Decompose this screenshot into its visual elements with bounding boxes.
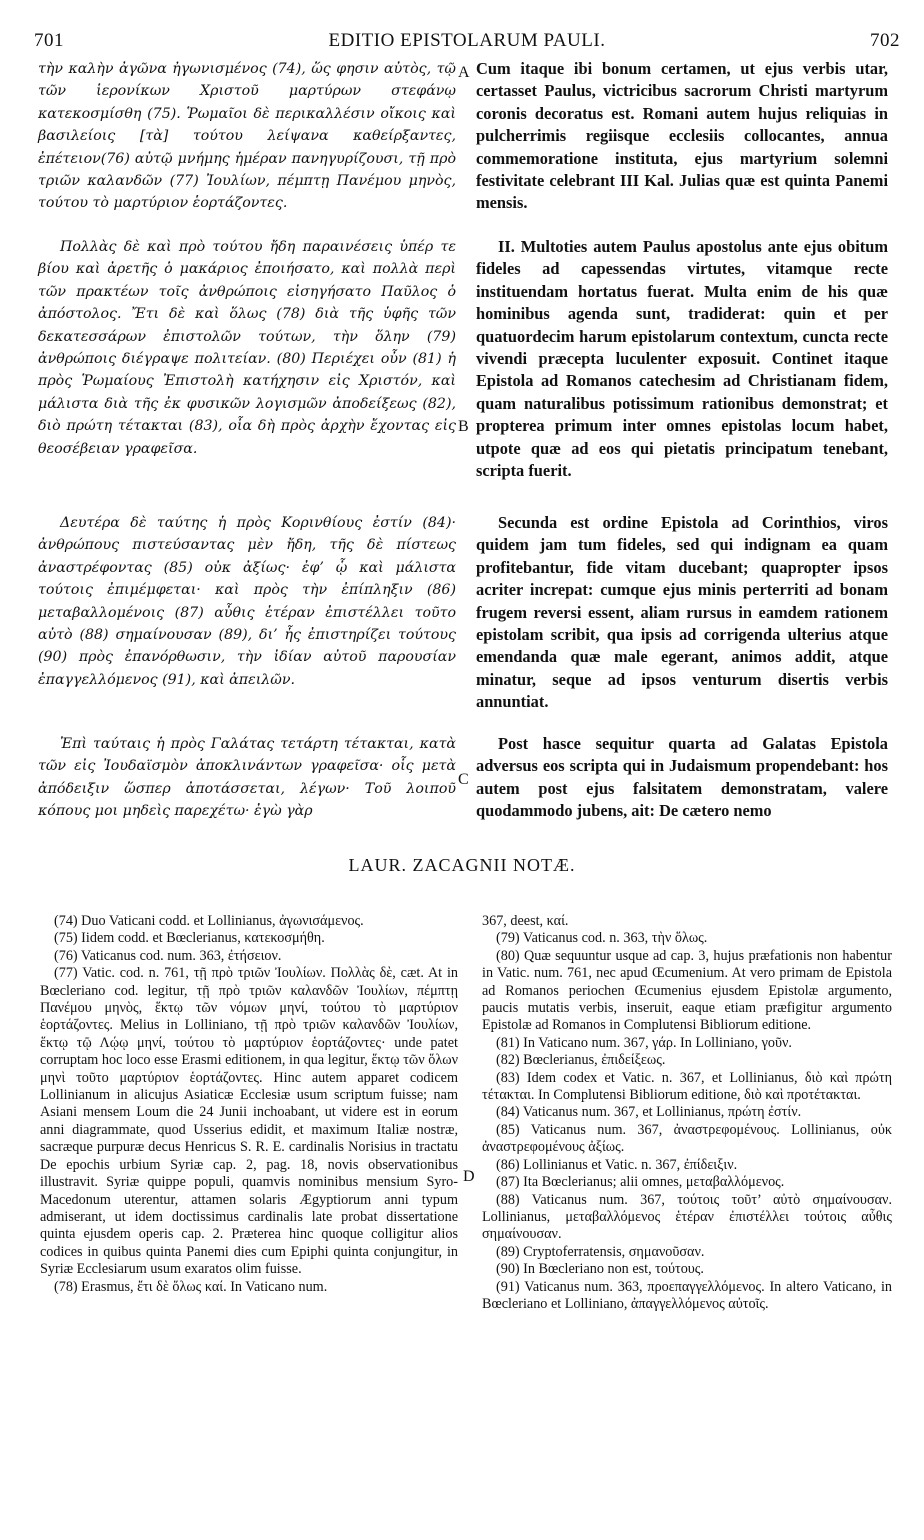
running-title: EDITIO EPISTOLARUM PAULI. — [328, 30, 606, 51]
footnote: (90) In Bœcleriano non est, τούτους. — [496, 1261, 704, 1278]
footnote: (88) Vaticanus num. 367, τούτοις τοῦτ’ αὐτὸ σημαίνουσαν. Lollinianus, μεταβαλλόμενος ἑτέραν ἐπιστέλλει τούτοις αὖθις σημαίνουσαν. — [482, 1191, 892, 1243]
page-number-left: 701 — [34, 30, 64, 51]
margin-letter-c: C — [458, 771, 469, 788]
footnote: (81) In Vaticano num. 367, γάρ. In Lolliniano, γοῦν. — [496, 1034, 792, 1051]
latin-paragraph: II. Multoties autem Paulus apostolus ante ejus obitum fideles ad capessendas virtutes, vitamque recte instituendam hortatus fuerat. Multa enim de his quæ hominibus agenda sunt, tradiderat: quin et per quatuordecim harum epistolarum contextum, cuncta recte vivendi præcepta luculenter exposuit. Continet itaque Epistola ad Romanos catechesim ad Christianam fidem, quam naturalibus potissimum rationibus demonstrat; et propterea primum inter omnes epistolas locum habet, utpote quæ ad eos qui pietatis principatum tenebant, scripta fuerit. — [476, 237, 888, 481]
footnote: (84) Vaticanus num. 367, et Lollinianus, πρώτη ἐστίν. — [496, 1104, 802, 1121]
footnote: (82) Bœclerianus, ἐπιδείξεως. — [496, 1052, 666, 1069]
margin-letter-d: D — [463, 1168, 475, 1185]
notes-left-column — [40, 913, 458, 1296]
greek-paragraph: Πολλὰς δὲ καὶ πρὸ τούτου ἤδη παραινέσεις ὑπέρ τε βίου καὶ ἀρετῆς ὁ μακάριος ἐποιήσατο, καὶ πολλὰ περὶ τῶν πρακτέων τοῖς ἀνθρώποις εἰσηγήσατο Παῦλος ὁ ἀπόστολος. Ἔτι δὲ καὶ ὅλως (78) διὰ τῆς ὑφῆς τῶν δεκατεσσάρων ἐπιστολῶν τούτων, τὴν ὅλην (79) ἀνθρώποις διέγραψε πολιτείαν. (80) Περιέχει οὖν (81) ἡ πρὸς Ῥωμαίους Ἐπιστολὴ κατήχησιν εἰς Χριστόν, καὶ μάλιστα διὰ τῆς ἐκ φυσικῶν λογισμῶν ἀποδείξεως (82), διὸ πρώτη τέτακται (83), οἷα δὴ πρὸς ἀρχὴν ἔχοντας εἰς θεοσέβειαν γραφεῖσα. — [38, 239, 456, 457]
footnote: (89) Cryptoferratensis, σημανοῦσαν. — [496, 1243, 705, 1260]
footnote: (77) Vatic. cod. n. 761, τῇ πρὸ τριῶν Ἰουλίων. Πολλὰς δὲ, cæt. At in Bœcleriano cod. legitur, τῇ πρὸ τριῶν καλανδῶν Ἰουλίων, πέμπτῃ Πανέμου μηνὸς, ἕκτῳ τῶν νόμων μηνί, τούτου τὸ μαρτύριον ἑορτάζοντες. Melius in Lolliniano, τῇ πρὸ τριῶν καλανδῶν Ἰουλίων, ἕκτῳ τῷ Λῴῳ μηνί, τούτου τὸ μαρτύριον ἑορτάζοντες· unde patet corruptam hoc loco esse Erasmi editionem, in qua legitur, ἕκτῳ τῶν ὅλων μηνὶ τοῦτο μαρτύριον ἑορτάζοντες. Hinc autem apparet codicem Lollinianum in alicujus Asiaticæ Ecclesiæ usum scriptum fuisse; nam Asiani mensem Loum die 24 Junii inchoabant, ut videre est in eorum anni diagrammate, quod Usserius edidit, et maximum Italiæ nostræ, sacræque purpuræ decus Henricus S. R. E. cardinalis Norisius in tractatu De epochis urbium Syriæ cap. 2, pag. 18, novis observationibus illustravit. Syriæ quippe populi, quamvis nominibus mensium Syro-Macedonum uterentur, attamen solaris Ægyptiorum anni typum admiserant, ut idem doctissimus cardinalis late probat dissertatione quinta ejusdem operis cap. 2. Præterea hinc quoque colligitur alios codices in quibus quinta Panemi dies cum Epiphi quinta conjungitur, in Syriæ Ecclesiarum usum exaratos olim fuisse. — [40, 965, 458, 1278]
latin-paragraph: Cum itaque ibi bonum certamen, ut ejus verbis utar, certasset Paulus, victricibus sacrorum Christi martyrum coronis decoratus est. Romani autem hujus reliquias in pulcherrimis regiisque ecclesiis collocantes, annua commemoratione instituta, ejus martyrium solemni festivitate celebrant III Kal. Julias quæ est quinta Panemi mensis. — [476, 59, 888, 213]
footnote: (80) Quæ sequuntur usque ad cap. 3, hujus præfationis non habentur in Vatic. num. 761, nec apud Œcumenium. At vero primam de Epistola ad Romanos periochen Œcumenius ejusdem Epistolæ argumento, paucis mutatis verbis, inseruit, eaque etiam præfigitur argumento Epistolæ ad Romanos in Complutensi Bibliorum editione. — [482, 947, 892, 1034]
footnote: (76) Vaticanus cod. num. 363, ἐτήσειον. — [54, 947, 282, 964]
margin-letter-b: B — [458, 418, 469, 435]
footnote: (75) Iidem codd. et Bœclerianus, κατεκοσμήθη. — [54, 930, 325, 947]
running-head — [34, 30, 900, 56]
footnote: (83) Idem codex et Vatic. n. 367, et Lollinianus, διὸ καὶ πρώτη τέτακται. In Complutensi Bibliorum editione, διὸ καὶ προτέτακται. — [482, 1069, 892, 1104]
footnote: 367, deest, καί. — [482, 913, 569, 929]
footnote: (87) Ita Bœclerianus; alii omnes, μεταβαλλόμενος. — [496, 1174, 785, 1191]
notes-title: LAUR. ZACAGNII NOTÆ. — [348, 855, 576, 875]
footnote: (91) Vaticanus num. 363, προεπαγγελλόμενος. In altero Vaticano, in Bœcleriano et Lolliniano, ἀπαγγελλόμενος αὐτοῖς. — [482, 1278, 892, 1312]
notes-right-column — [482, 913, 892, 1313]
greek-paragraph: Δευτέρα δὲ ταύτης ἡ πρὸς Κορινθίους ἐστίν (84)· ἀνθρώπους πιστεύσαντας μὲν ἤδη, τῆς δὲ πίστεως ἀναστρέφοντας (85) οὐκ ἀξίως· ἐφ’ ᾧ καὶ μάλιστα τούτοις ἐπιμέμφεται· καὶ πρὸς τὴν ἐπίπληξιν (86) μεταβαλλομένοις (87) αὖθις ἑτέραν ἐπιστέλλει τοῦτο αὐτὸ (88) σημαίνουσαν (89), δι’ ἧς ἐπιστηρίζει τούτους (90) πρὸς ἐπανόρθωσιν, τὴν ἰδίαν αὐτοῦ παρουσίαν ἐπαγγελλόμενος (91), καὶ ἀπειλῶν. — [38, 515, 456, 688]
margin-letter-a: A — [458, 64, 470, 81]
latin-paragraph: Post hasce sequitur quarta ad Galatas Epistola adversus eos scripta qui in Judaismum propendebant: hos autem post ejus falsitatem demonstratam, valere quodammodo jubens, ait: De cætero nemo — [476, 734, 888, 821]
greek-paragraph: τὴν καλὴν ἀγῶνα ἠγωνισμένος (74), ὥς φησιν αὐτὸς, τῷ τῶν ἱερονίκων Χριστοῦ μαρτύρων στεφάνῳ κατεκοσμίσθη (75). Ῥωμαῖοι δὲ περικαλλέσιν οἴκοις καὶ βασιλείοις [τὰ] τούτου λείψανα καθείρξαντες, ἐπέτειον(76) αὐτῷ μνήμης ἡμέραν πανηγυρίζουσι, τῇ πρὸ τριῶν καλανδῶν (77) Ἰουλίων, πέμπτῃ Πανέμου μηνὸς, τούτου τὸ μαρτύριον ἑορτάζοντες. — [38, 61, 456, 212]
greek-paragraph: Ἐπὶ ταύταις ἡ πρὸς Γαλάτας τετάρτη τέτακται, κατὰ τῶν εἰς Ἰουδαϊσμὸν ἀποκλινάντων γραφεῖσα· οἷς μετὰ ἀπόδειξιν ὥσπερ ἀποτάσσεται, λέγων· Τοῦ λοιποῦ κόπους μοι μηδεὶς παρεχέτω· ἐγὼ γὰρ — [38, 736, 456, 820]
page-number-right: 702 — [870, 30, 900, 51]
latin-paragraph: Secunda est ordine Epistola ad Corinthios, viros quidem jam tum fideles, sed qui indignam ea quam profitebantur, fide vitam ducebant; quapropter ipsos acriter increpat: cumque ejus minis perterriti ad bonam frugem reversi essent, aliam rursus in eamdem rationem epistolam scribit, qua ipsis ad corrigenda ulterius atque emendanda quæ male egerant, animos addit, atque minatur, seque ad ipsos venturum disertis verbis annuntiat. — [476, 513, 888, 712]
footnote: (74) Duo Vaticani codd. et Lollinianus, ἀγωνισάμενος. — [54, 913, 364, 929]
footnote: (78) Erasmus, ἔτι δὲ ὅλως καί. In Vaticano num. — [54, 1278, 328, 1295]
footnote: (86) Lollinianus et Vatic. n. 367, ἐπίδειξιν. — [496, 1156, 738, 1173]
footnote: (85) Vaticanus num. 367, ἀναστρεφομένους. Lollinianus, οὐκ ἀναστρεφομένους ἀξίως. — [482, 1121, 892, 1156]
footnote: (79) Vaticanus cod. n. 363, τὴν ὅλως. — [496, 930, 708, 947]
